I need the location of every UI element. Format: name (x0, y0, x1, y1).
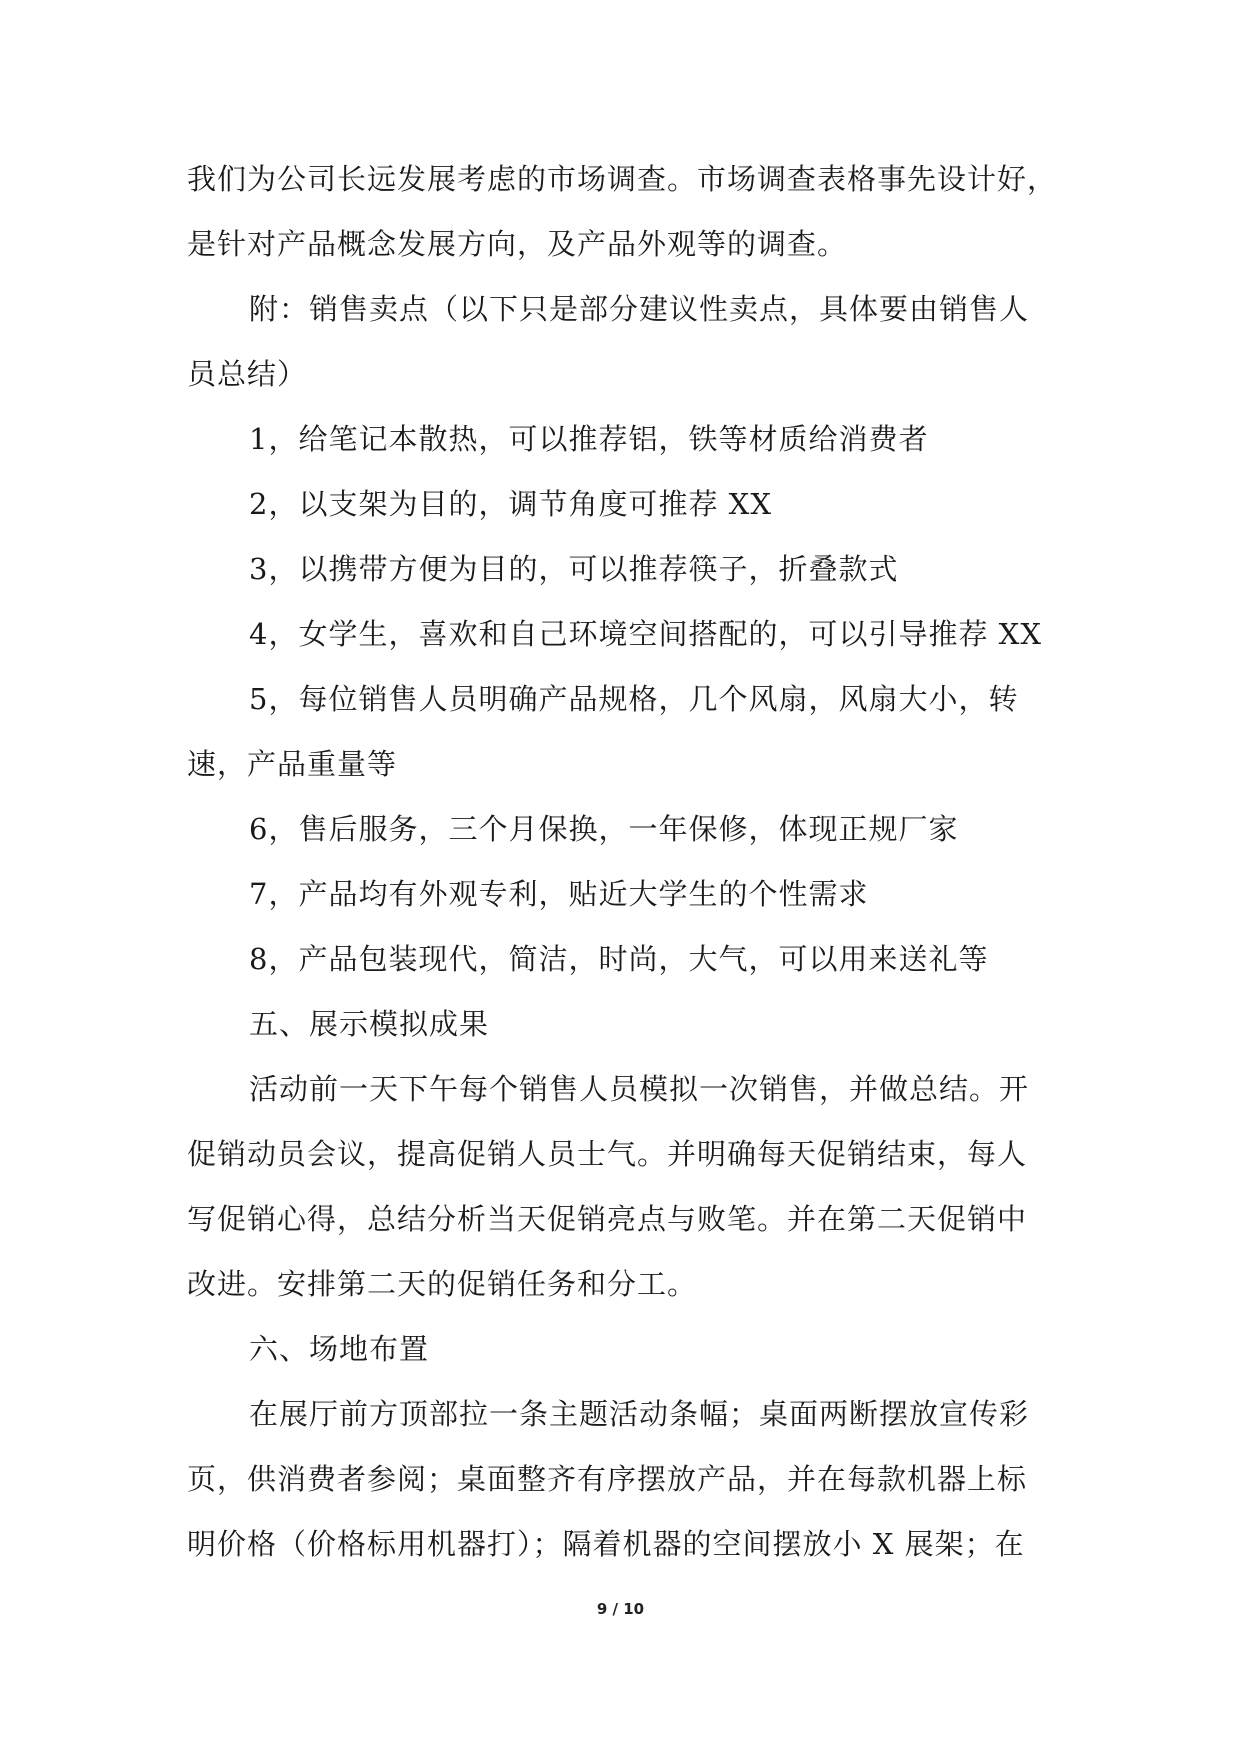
document-body (187, 147, 1058, 1577)
paragraph-line: 是针对产品概念发展方向，及产品外观等的调查。 (187, 227, 848, 261)
section-heading: 六、场地布置 (249, 1332, 430, 1366)
list-item: 8，产品包装现代，简洁，时尚，大气，可以用来送礼等 (249, 942, 989, 976)
paragraph-line: 我们为公司长远发展考虑的市场调查。市场调查表格事先设计好， (187, 162, 1058, 196)
list-item: 5，每位销售人员明确产品规格，几个风扇，风扇大小，转 (249, 682, 1019, 716)
paragraph-line: 写促销心得，总结分析当天促销亮点与败笔。并在第二天促销中 (187, 1202, 1028, 1236)
list-item: 3，以携带方便为目的，可以推荐筷子，折叠款式 (249, 552, 899, 586)
section-heading: 五、展示模拟成果 (249, 1007, 490, 1041)
list-item: 2，以支架为目的，调节角度可推荐 XX (249, 487, 772, 521)
paragraph-line: 附：销售卖点（以下只是部分建议性卖点，具体要由销售人 (249, 292, 1030, 326)
list-item: 6，售后服务，三个月保换，一年保修，体现正规厂家 (249, 812, 959, 846)
list-item: 4，女学生，喜欢和自己环境空间搭配的，可以引导推荐 XX (249, 617, 1042, 651)
paragraph-line: 员总结） (187, 357, 308, 391)
paragraph-line: 改进。安排第二天的促销任务和分工。 (187, 1267, 698, 1301)
list-item: 1，给笔记本散热，可以推荐铝，铁等材质给消费者 (249, 422, 929, 456)
paragraph-line: 活动前一天下午每个销售人员模拟一次销售，并做总结。开 (249, 1072, 1030, 1106)
paragraph-line: 页，供消费者参阅；桌面整齐有序摆放产品，并在每款机器上标 (187, 1462, 1028, 1496)
paragraph-line: 明价格（价格标用机器打）；隔着机器的空间摆放小 X 展架；在 (187, 1527, 1025, 1561)
paragraph-line: 促销动员会议，提高促销人员士气。并明确每天促销结束，每人 (187, 1137, 1028, 1171)
list-item-continuation: 速，产品重量等 (187, 747, 398, 781)
list-item: 7，产品均有外观专利，贴近大学生的个性需求 (249, 877, 869, 911)
paragraph-line: 在展厅前方顶部拉一条主题活动条幅；桌面两断摆放宣传彩 (249, 1397, 1030, 1431)
page-number: 9 / 10 (596, 1600, 645, 1618)
